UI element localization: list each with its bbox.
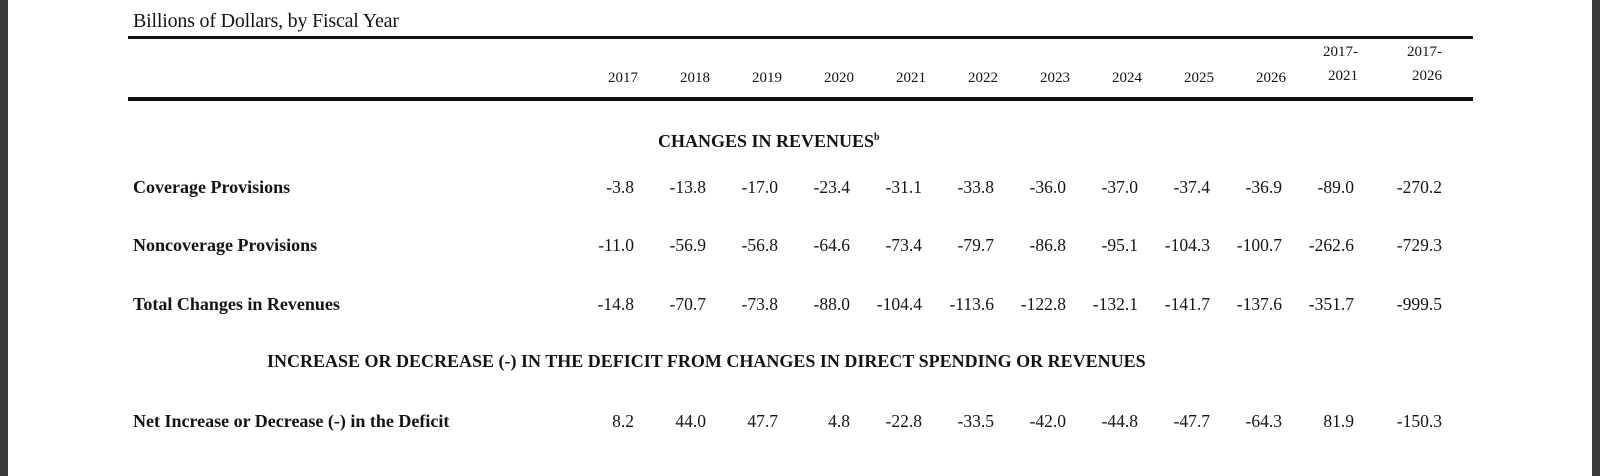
table-cell: -262.6 bbox=[1308, 235, 1354, 255]
table-cell: -100.7 bbox=[1236, 235, 1282, 255]
table-cell: -150.3 bbox=[1396, 411, 1442, 431]
table-cell: -33.5 bbox=[957, 411, 994, 431]
section-title-revenues bbox=[658, 131, 880, 152]
table-cell: -17.0 bbox=[741, 177, 778, 197]
table-cell: -95.1 bbox=[1101, 235, 1138, 255]
row-label: Net Increase or Decrease (-) in the Deficit bbox=[133, 411, 450, 431]
column-header-2018: 2018 bbox=[680, 70, 710, 86]
table-cell: -13.8 bbox=[669, 177, 706, 197]
table-cell: -113.6 bbox=[949, 294, 994, 314]
table-cell: -33.8 bbox=[957, 177, 994, 197]
table-cell: -999.5 bbox=[1396, 294, 1442, 314]
column-header-2022: 2022 bbox=[968, 70, 998, 86]
table-cell: -141.7 bbox=[1164, 294, 1210, 314]
table-cell: 81.9 bbox=[1323, 411, 1354, 431]
column-header-2024: 2024 bbox=[1112, 70, 1142, 86]
table-cell: -89.0 bbox=[1317, 177, 1354, 197]
table-cell: 44.0 bbox=[675, 411, 706, 431]
table-cell: -729.3 bbox=[1396, 235, 1442, 255]
column-header-2020: 2020 bbox=[824, 70, 854, 86]
table-cell: -22.8 bbox=[885, 411, 922, 431]
table-cell: -64.6 bbox=[813, 235, 850, 255]
column-header-2017-2026-line1: 2017- bbox=[1407, 44, 1442, 60]
table-cell: -31.1 bbox=[885, 177, 922, 197]
table-cell: -37.4 bbox=[1173, 177, 1210, 197]
table-cell: -137.6 bbox=[1236, 294, 1282, 314]
table-cell: -70.7 bbox=[669, 294, 706, 314]
table-cell: -11.0 bbox=[598, 235, 634, 255]
row-label: Noncoverage Provisions bbox=[133, 235, 318, 255]
top-rule bbox=[128, 36, 1473, 39]
table-cell: -3.8 bbox=[606, 177, 634, 197]
section-title-deficit: INCREASE OR DECREASE (-) IN THE DEFICIT FROM CHANGES IN DIRECT SPENDING OR REVENUES bbox=[267, 351, 1146, 371]
table-cell: -64.3 bbox=[1245, 411, 1282, 431]
footnote-marker: b bbox=[874, 132, 880, 143]
table-cell: -56.8 bbox=[741, 235, 778, 255]
table-caption: Billions of Dollars, by Fiscal Year bbox=[133, 10, 399, 32]
table-cell: -351.7 bbox=[1308, 294, 1354, 314]
table-cell: -36.9 bbox=[1245, 177, 1282, 197]
table-cell: -88.0 bbox=[813, 294, 850, 314]
column-header-2017-2021-line1: 2017- bbox=[1323, 44, 1358, 60]
table-cell: -56.9 bbox=[669, 235, 706, 255]
column-header-2021: 2021 bbox=[896, 70, 926, 86]
column-header-2025: 2025 bbox=[1184, 70, 1214, 86]
table-cell: -132.1 bbox=[1092, 294, 1138, 314]
table-cell: 8.2 bbox=[612, 411, 634, 431]
row-label: Total Changes in Revenues bbox=[133, 294, 340, 314]
table-cell: -79.7 bbox=[957, 235, 994, 255]
table-cell: -86.8 bbox=[1029, 235, 1066, 255]
table-cell: -122.8 bbox=[1020, 294, 1066, 314]
column-header-2023: 2023 bbox=[1040, 70, 1070, 86]
table-cell: -36.0 bbox=[1029, 177, 1066, 197]
header-rule bbox=[128, 97, 1473, 101]
column-header-2017-2026-line2: 2026 bbox=[1412, 68, 1442, 84]
table-cell: -270.2 bbox=[1396, 177, 1442, 197]
table-cell: -14.8 bbox=[597, 294, 634, 314]
table-cell: -42.0 bbox=[1029, 411, 1066, 431]
table-cell: 47.7 bbox=[747, 411, 778, 431]
table-cell: 4.8 bbox=[828, 411, 850, 431]
table-cell: -104.3 bbox=[1164, 235, 1210, 255]
column-header-2017: 2017 bbox=[608, 70, 638, 86]
table-cell: -37.0 bbox=[1101, 177, 1138, 197]
table-cell: -73.4 bbox=[885, 235, 922, 255]
document-page bbox=[8, 0, 1592, 476]
column-header-2026: 2026 bbox=[1256, 70, 1286, 86]
table-cell: -73.8 bbox=[741, 294, 778, 314]
table-cell: -104.4 bbox=[876, 294, 922, 314]
table-cell: -44.8 bbox=[1101, 411, 1138, 431]
column-header-2019: 2019 bbox=[752, 70, 782, 86]
row-label: Coverage Provisions bbox=[133, 177, 291, 197]
table-cell: -23.4 bbox=[813, 177, 850, 197]
column-header-2017-2021-line2: 2021 bbox=[1328, 68, 1358, 84]
section-title-revenues-text: CHANGES IN REVENUES bbox=[658, 131, 875, 151]
table-cell: -47.7 bbox=[1173, 411, 1210, 431]
